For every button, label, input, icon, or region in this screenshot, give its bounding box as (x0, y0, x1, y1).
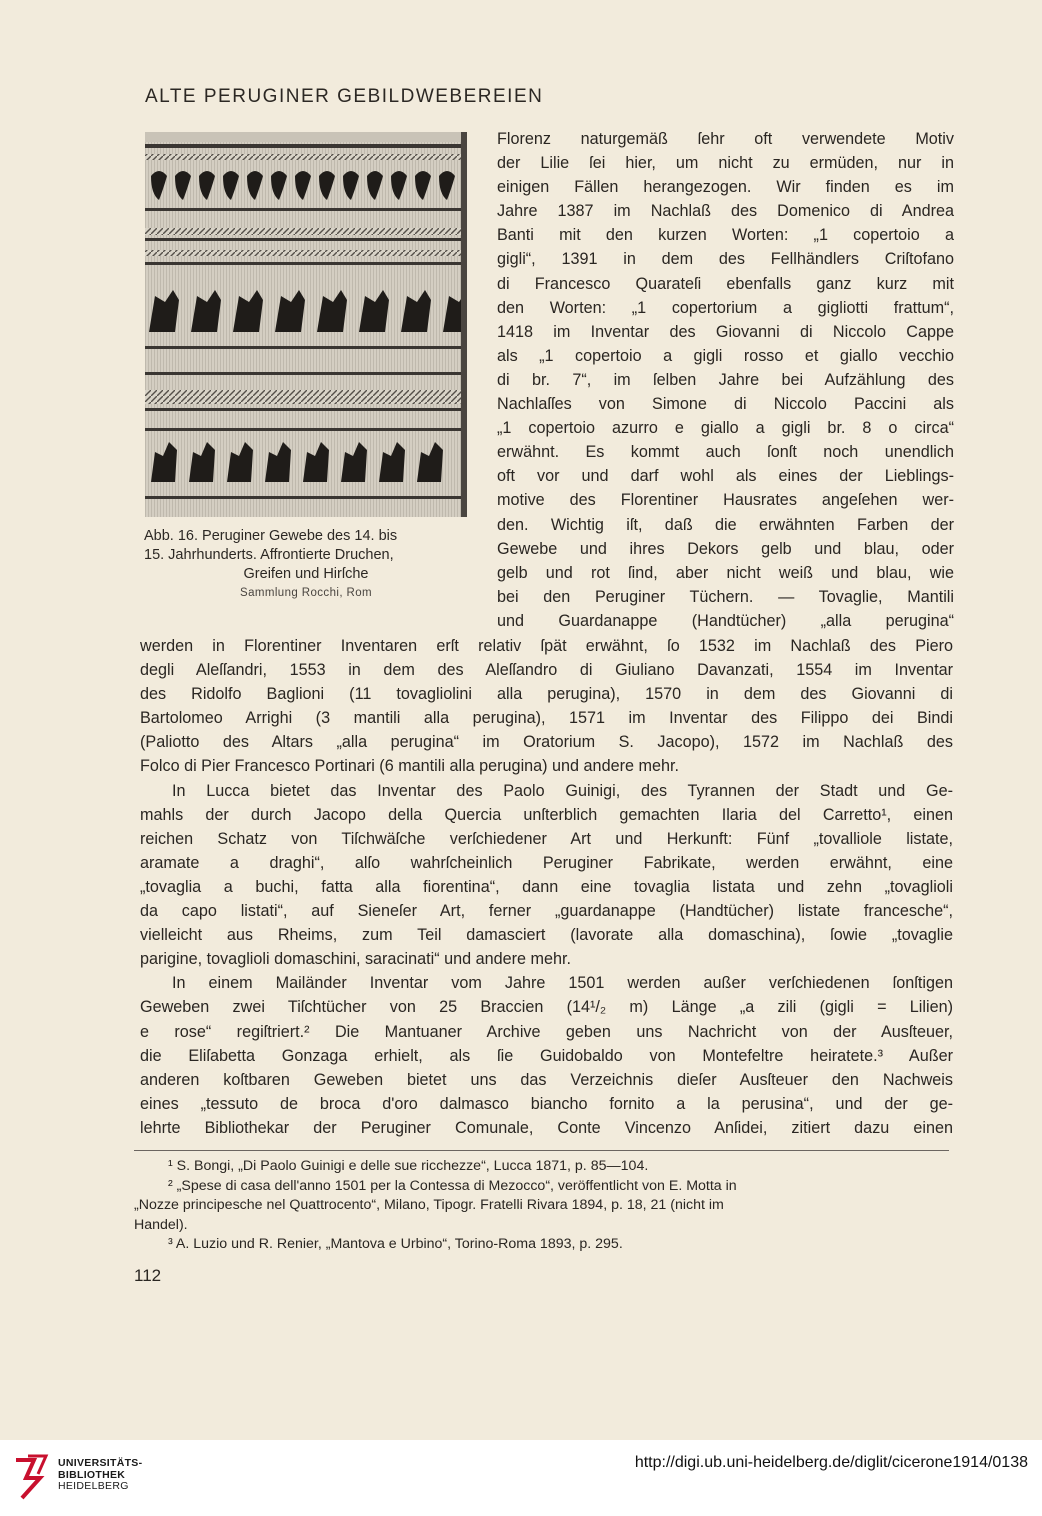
text-line: anderen koſtbaren Geweben bietet uns das Verzeichnis dieſer Ausſteuer den Nachweis (140, 1070, 953, 1089)
text-line: einigen Fällen herangezogen. Wir finden es im (497, 178, 954, 197)
text-line: „1 copertoio azurro e giallo a gigli br. 8 o circa“ (497, 419, 954, 438)
text-line: bei den Peruginer Tüchern. — Tovaglie, Mantili (497, 587, 954, 606)
footnote: Handel). (134, 1216, 188, 1233)
text-line: vielleicht aus Rheims, zum Teil damasciert (lavorate alla domaschina), ſowie „tovaglie (140, 926, 953, 945)
text-line: lehrte Bibliothekar der Peruginer Comunale, Conte Vincenzo Anſidei, zitiert dazu einen (140, 1118, 953, 1137)
page-number: 112 (134, 1266, 162, 1285)
viewer-footer (0, 1440, 1042, 1516)
text-line: di Francesco Quarateſi ebenfalls ganz kurz mit (497, 274, 954, 293)
text-line: reichen Schatz von Tiſchwäſche verſchiedener Art und Herkunft: Fünf „tovalliole listate, (140, 829, 953, 848)
text-line: Bartolomeo Arrighi (3 mantili alla perugina), 1571 im Inventar des Filippo dei Bindi (140, 709, 953, 728)
library-line: UNIVERSITÄTS- (58, 1457, 143, 1469)
text-line: oft vor und darf wohl als eines der Lieblings- (497, 467, 954, 486)
library-name[interactable] (58, 1458, 142, 1493)
text-line: als „1 copertoio a gigli rosso et giallo vecchio (497, 346, 954, 365)
text-line: Nachlaſſes von Simone di Niccolo Paccini als (497, 395, 954, 414)
text-line: den Worten: „1 copertorium a gigliotti frattum“, (497, 298, 954, 317)
text-line: degli Aleſſandri, 1553 in dem des Aleſſandro di Giuliano Davanzati, 1554 im Inventar (140, 661, 953, 680)
running-title: ALTE PERUGINER GEBILDWEBEREIEN (145, 86, 544, 107)
text-line: da capo listati“, auf Sieneſer Art, ferner „guardanappe (Handtücher) listate francesche“, (140, 902, 953, 921)
footnote: ¹ S. Bongi, „Di Paolo Guinigi e delle sue ricchezze“, Lucca 1871, p. 85—104. (168, 1158, 649, 1174)
right-text-column (497, 127, 954, 633)
text-line: den. Wichtig iſt, daß die erwähnten Farben der (497, 515, 954, 534)
footnote-divider (134, 1150, 949, 1151)
text-line: 1418 im Inventar des Giovanni di Niccolo Cappe (497, 322, 954, 341)
text-line: Geweben zwei Tiſchtücher von 25 Braccien (14¹/₂ m) Länge „a zili (gigli = Lilien) (140, 998, 953, 1017)
text-line: und Guardanappe (Handtücher) „alla perugina“ (497, 611, 954, 630)
text-line: eines „tessuto de broca d'oro dalmasco biancho fornito a la perusina“, und der ge- (140, 1094, 953, 1113)
text-line: erwähnt. Es kommt auch ſonſt noch unendlich (497, 443, 954, 462)
text-line: Jahre 1387 im Nachlaß des Domenico di Andrea (497, 202, 954, 221)
footnotes (134, 1157, 949, 1255)
text-line: In Lucca bietet das Inventar des Paolo Guinigi, des Tyrannen der Stadt und Ge- (172, 781, 953, 800)
caption-line: 15. Jahrhunderts. Affrontierte Druchen, (144, 547, 394, 563)
footnote: ³ A. Luzio und R. Renier, „Mantova e Urbino“, Torino-Roma 1893, p. 295. (168, 1236, 623, 1252)
text-line: Gewebe und ihres Dekors gelb und blau, oder (497, 539, 954, 558)
text-line: werden in Florentiner Inventaren erſt relativ ſpät erwähnt, ſo 1532 im Nachlaß des Piero (140, 637, 953, 655)
text-line: Florenz naturgemäß ſehr oft verwendete Motiv (497, 130, 954, 148)
text-line: die Eliſabetta Gonzaga erhielt, als ſie Guidobaldo von Montefeltre heiratete.³ Außer (140, 1046, 953, 1065)
footnote: „Nozze principesche nel Quattrocento“, Milano, Tipogr. Fratelli Rivara 1894, p. 18, 21 (nicht im (134, 1197, 724, 1213)
text-line: „tovaglia a buchi, fatta alla fiorentina“, dann eine tovaglia listata und zehn „tovaglioli (140, 877, 953, 896)
text-line: Folco di Pier Francesco Portinari (6 mantili alla perugina) und andere mehr. (140, 757, 679, 776)
text-line: di br. 7“, im ſelben Jahre bei Aufzählung des (497, 370, 954, 389)
text-line: In einem Mailänder Inventar vom Jahre 1501 werden außer verſchiedenen ſonſtigen (172, 974, 953, 993)
text-line: aramate a draghi“, alſo wahrſcheinlich Peruginer Fabrikate, werden erwähnt, eine (140, 853, 953, 872)
textile-pattern-image (145, 132, 467, 517)
permalink-url[interactable]: http://digi.ub.uni-heidelberg.de/diglit/cicerone1914/0138 (634, 1454, 1028, 1471)
text-line: Banti mit den kurzen Worten: „1 copertoio a (497, 226, 954, 245)
text-line: (Paliotto des Altars „alla perugina“ im Oratorium S. Jacopo), 1572 im Nachlaß des (140, 733, 953, 752)
text-line: gigli“, 1391 in dem des Fellhändlers Criſtofano (497, 250, 954, 269)
caption-line: Abb. 16. Peruginer Gewebe des 14. bis (144, 528, 398, 544)
text-line: gelb und rot ſind, aber nicht weiß und blau, wie (497, 563, 954, 582)
caption-line: Greifen und Hirſche (243, 566, 369, 582)
textile-figure (145, 132, 467, 517)
figure-caption (130, 527, 482, 603)
text-line: der Lilie ſei hier, um nicht zu ermüden, nur in (497, 154, 954, 173)
library-line: BIBLIOTHEK (58, 1468, 126, 1481)
ub-heidelberg-logo-icon[interactable] (12, 1454, 52, 1500)
caption-source: Sammlung Rocchi, Rom (240, 587, 372, 599)
text-line: mahls der durch Jacopo della Quercia unſterblich gemachten Ilaria del Carretto¹, einen (140, 805, 953, 824)
text-line: motive des Florentiner Hausrates angeſehen wer- (497, 491, 954, 510)
text-line: parigine, tovaglioli domaschini, saracinati“ und andere mehr. (140, 950, 572, 969)
library-line: HEIDELBERG (58, 1480, 129, 1492)
footnote: ² „Spese di casa dell'anno 1501 per la Contessa di Mezocco“, veröffentlicht von E. Motta in (168, 1177, 737, 1194)
full-width-body-text (140, 634, 953, 1140)
text-line: e rose“ regiſtriert.² Die Mantuaner Archive geben uns Nachricht von der Ausſteuer, (140, 1022, 953, 1041)
text-line: des Ridolfo Baglioni (11 tovagliolini alla perugina), 1570 in dem des Giovanni di (140, 685, 953, 704)
